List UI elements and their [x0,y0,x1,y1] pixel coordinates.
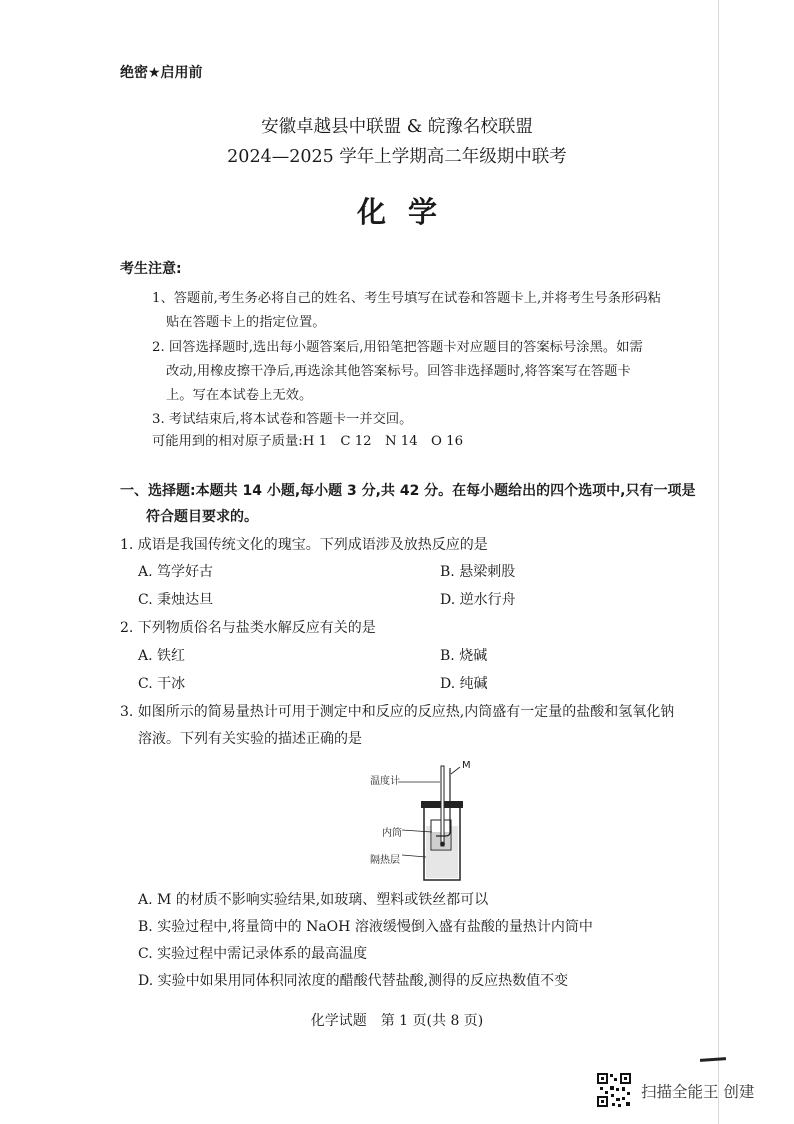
question-2-stem: 2. 下列物质俗名与盐类水解反应有关的是 [120,620,376,636]
subject-title: 化学 [356,195,459,229]
insulation-label: 隔热层 [370,855,400,866]
q1-option-b: B. 悬梁刺股 [440,564,516,580]
qr-code-icon [596,1072,632,1108]
section-heading: 一、选择题:本题共 14 小题,每小题 3 分,共 42 分。在每小题给出的四个选项中,只有一项是 [120,483,696,499]
thermometer-label: 温度计 [370,776,400,787]
notice-line: 1、答题前,考生务必将自己的姓名、考生号填写在试卷和答题卡上,并将考生号条形码粘 [152,291,661,306]
notice-line: 3. 考试结束后,将本试卷和答题卡一并交回。 [152,412,413,427]
page-margin-line [718,0,719,1124]
scan-edge-mark [700,1057,726,1062]
notice-heading: 考生注意: [120,261,182,277]
confidential-mark: 绝密★启用前 [120,65,203,81]
notice-line: 2. 回答选择题时,选出每小题答案后,用铅笔把答题卡对应题目的答案标号涂黑。如需 [152,340,643,355]
q1-option-d: D. 逆水行舟 [440,592,516,608]
section-heading-cont: 符合题目要求的。 [146,509,258,525]
notice-line: 贴在答题卡上的指定位置。 [166,315,326,330]
notice-line: 上。写在本试卷上无效。 [166,388,313,403]
atomic-masses: 可能用到的相对原子质量:H 1 C 12 N 14 O 16 [152,434,464,449]
q2-option-d: D. 纯碱 [440,676,488,692]
q1-option-a: A. 笃学好古 [138,564,214,580]
exam-title-line1: 安徽卓越县中联盟 & 皖豫名校联盟 [261,117,533,137]
scanner-watermark: 扫描全能王 创建 [641,1083,755,1101]
q2-option-b: B. 烧碱 [440,648,488,664]
q3-option-b: B. 实验过程中,将量筒中的 NaOH 溶液缓慢倒入盛有盐酸的量热计内筒中 [138,919,593,935]
q1-option-c: C. 秉烛达旦 [138,592,214,608]
question-3-stem-cont: 溶液。下列有关实验的描述正确的是 [138,731,362,747]
q3-option-a: A. M 的材质不影响实验结果,如玻璃、塑料或铁丝都可以 [138,892,489,908]
question-3-stem: 3. 如图所示的简易量热计可用于测定中和反应的反应热,内筒盛有一定量的盐酸和氢氧化钠 [120,704,675,720]
exam-title-line2: 2024—2025 学年上学期高二年级期中联考 [227,147,567,167]
notice-line: 改动,用橡皮擦干净后,再选涂其他答案标号。回答非选择题时,将答案写在答题卡 [166,364,631,379]
page-footer: 化学试题 第 1 页(共 8 页) [310,1013,484,1029]
calorimeter-figure [370,760,490,882]
question-1-stem: 1. 成语是我国传统文化的瑰宝。下列成语涉及放热反应的是 [120,537,488,553]
q2-option-a: A. 铁红 [138,648,186,664]
q3-option-d: D. 实验中如果用同体积同浓度的醋酸代替盐酸,测得的反应热数值不变 [138,973,569,989]
stirrer-m-label: M [462,760,471,771]
q2-option-c: C. 干冰 [138,676,186,692]
q3-option-c: C. 实验过程中需记录体系的最高温度 [138,946,368,962]
inner-cylinder-label: 内筒 [382,828,402,839]
